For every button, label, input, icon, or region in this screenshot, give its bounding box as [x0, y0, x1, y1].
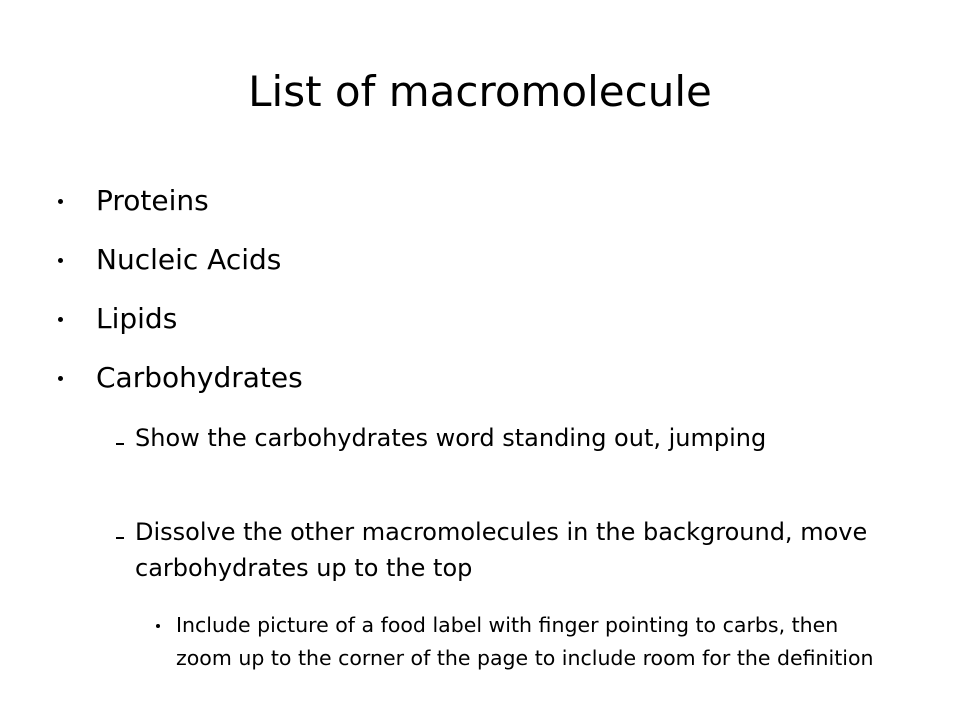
bullet-text: Lipids	[96, 302, 178, 335]
bullet-text: Proteins	[96, 184, 209, 217]
bullet-dot-icon	[58, 199, 63, 204]
sub-sub-bullet-text: Include picture of a food label with finger pointing to carbs, then zoom up to the corner of the page to include room for the definition	[176, 613, 874, 670]
bullet-text: Nucleic Acids	[96, 243, 282, 276]
sub-bullet-text: Dissolve the other macromolecules in the background, move carbohydrates up to the top	[135, 518, 868, 582]
bullet-dot-icon	[58, 258, 63, 263]
dash-bullet-icon	[116, 537, 124, 539]
slide-title: List of macromolecule	[248, 67, 712, 116]
bullet-text: Carbohydrates	[96, 361, 303, 394]
sub-bullet-text: Show the carbohydrates word standing out, jumping	[135, 424, 767, 452]
bullet-dot-icon	[58, 317, 63, 322]
dash-bullet-icon	[116, 443, 124, 445]
bullet-dot-icon	[58, 376, 63, 381]
bullet-dot-icon	[156, 624, 160, 628]
